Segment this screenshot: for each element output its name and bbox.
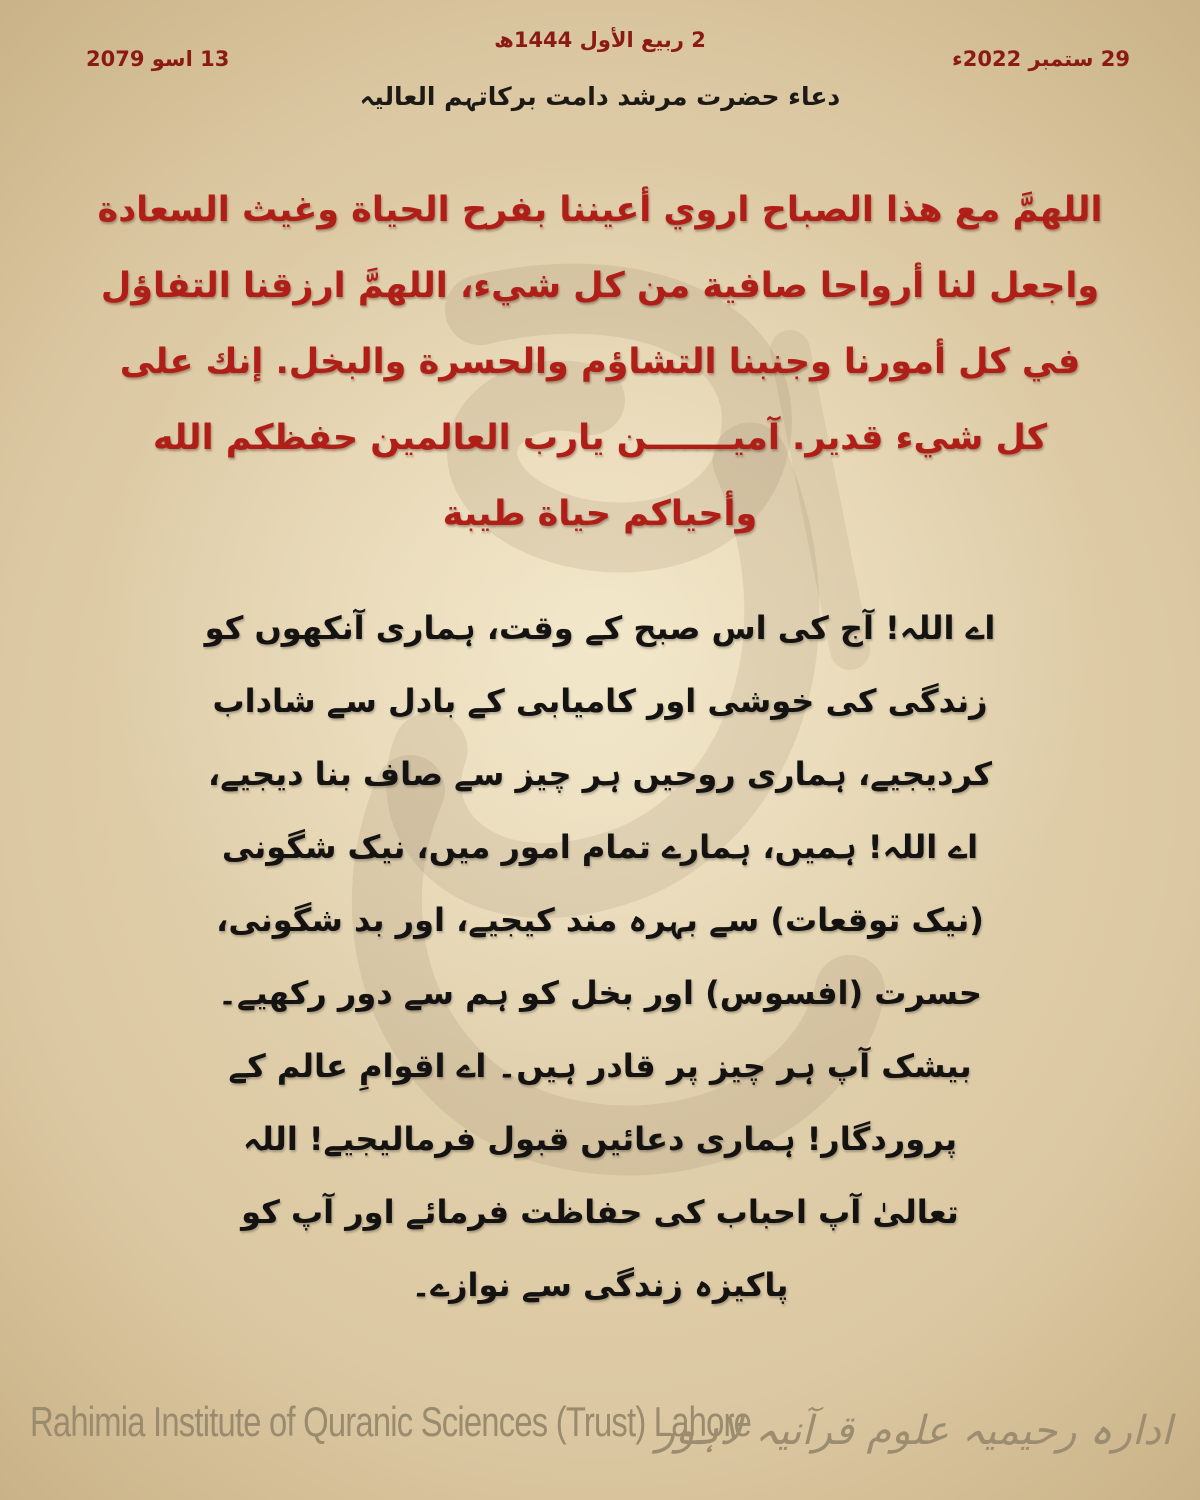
institute-name-english: Rahimia Institute of Quranic Sciences (Trust) Lahore bbox=[30, 1398, 752, 1445]
page-title: دعاء حضرت مرشد دامت برکاتہم العالیہ bbox=[359, 82, 841, 111]
urdu-translation: اے اللہ! آج کی اس صبح کے وقت، ہماری آنکھوں کو زندگی کی خوشی اور کامیابی کے بادل سے شاداب کردیجیے، ہماری روحیں ہر چیز سے صاف بنا دیجیے، اے اللہ! ہمیں، ہمارے تمام امور میں، نیک شگونی (نیک توقعات) سے بہرہ مند کیجیے، اور بد شگونی، حسرت (افسوس) اور بخل کو ہم سے دور رکھیے۔ بیشک آپ ہر چیز پر قادر ہیں۔ اے اقوامِ عالم کے پروردگار! ہماری دعائیں قبول فرمالیجیے! اللہ تعالیٰ آپ احباب کی حفاظت فرمائے اور آپ کو پاکیزہ زندگی سے نوازے۔ bbox=[204, 609, 996, 1304]
arabic-dua: اللهمَّ مع هذا الصباح اروي أعيننا بفرح الحياة وغيث السعادة واجعل لنا أرواحا صافية من كل شيء، اللهمَّ ارزقنا التفاؤل في كل أمورنا وجنبنا التشاؤم والحسرة والبخل. إنك على كل شيء قدير. آميـــــــن يارب العالمين حفظكم الله وأحياكم حياة طيبة bbox=[97, 190, 1103, 534]
hijri-date: 2 ربیع الأول 1444ھ bbox=[494, 28, 706, 52]
institute-logo-urdu bbox=[655, 1386, 1172, 1476]
institute-logo-text: ادارہ رحیمیہ علوم قرآنیہ لاہور bbox=[655, 1408, 1172, 1454]
gregorian-date: 29 ستمبر 2022ء bbox=[952, 47, 1130, 71]
nepali-date: 13 اسو 2079 bbox=[86, 47, 230, 71]
